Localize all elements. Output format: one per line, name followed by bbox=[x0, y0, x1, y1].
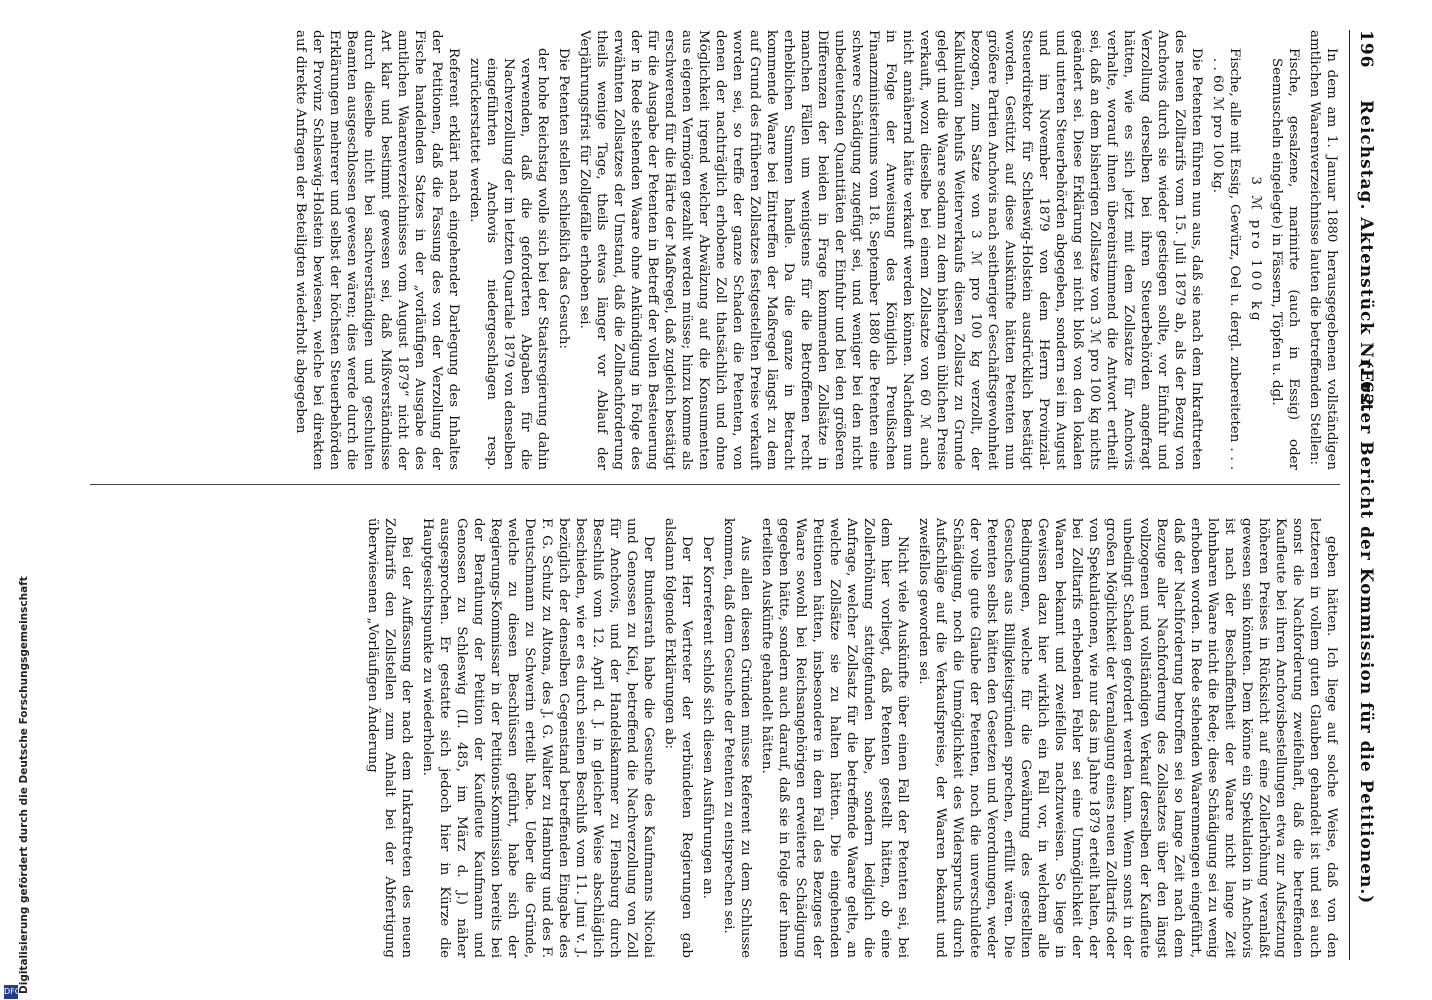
paragraph: Die Petenten führen nun aus, daß sie nach dem Inkrafttreten des neuen Zolltarifs vom 15. Juli 1879 ab, als der Bezug von Anchovis durch sie wieder gestiegen sollte, vor Einfuhr und Verzollung derselben bei ihren Steuerbehörden angefragt hätten, wie es sich jetzt mit dem Zollsatze für Anchovis verhalte, worauf ihnen übereinstimmend die Antwort ertheilt sei, daß an dem bisherigen Zollsatze von 3 ℳ pro 100 kg nichts geändert sei. Diese Erklärung sei nicht bloß von den lokalen und unteren Steuerbehörden abgegeben, sondern sei im August und im November 1879 von dem Herrn Provinzial-Steuerdirektor für Schleswig-Holstein ausdrücklich bestätigt worden. Gestützt auf diese Auskünfte hätten Petenten nun größere Partien Anchovis nach seitheriger Geschäftsgewohnheit bezogen, zum Satze von 3 ℳ pro 100 kg verzollt, der Kalkulation behufs Weiterverkaufs diesen Zollsatz zu Grunde gelegt und die Waare sodann zu dem bisherigen üblichen Preise verkauft, wozu dieselbe bei einem Zollsatze von 60 ℳ auch nicht annähernd hätte verkauft werden können. Nachdem nun in Folge der Anweisung des Königlich Preußischen Finanzministeriums vom 18. September 1880 die Petenten eine schwere Schädigung zugefügt sei, und weniger bei den nicht unbedeutenden Quantitäten der Einfuhr und bei den größeren Differenzen der beiden in Frage kommenden Zollsätze in manchen Fällen um wenigstens für die Betroffenen recht erheblichen Summen handle. Da die ganze in Betracht kommende Waare bei Eintreffen der Maßregel längst zu dem auf Grund des früheren Zollsatzes festgestellten Preise verkauft worden sei, so treffe der ganze Schaden die Petenten, von denen der nachträglich erhobene Zoll thatsächlich und ohne Möglichkeit irgend welcher Abwälzung auf die Konsumenten aus eigenen Vermögen gezahlt werden müsse; hinzu komme als erschwerend für die Härte der Maßregel, daß zugleich bestätigt für die Ausgabe der Petenten in Betreff der vollen Besteuerung der in Rede stehenden Waare ohne Ankündigung in Folge des erwähnten Zollsatzes der Umstand, daß die Zollnachforderung theils wenige Tage, theils etwas länger vor Ablauf der Verjährungsfrist für Zollgefälle erhoben sei. bbox=[577, 30, 1204, 470]
paragraph: Referent erklärt nach eingehender Darlegung des Inhaltes der Petitionen, daß die Fassung des von der Verzollung der Fische handelnden Satzes in der „vorläufigen Ausgabe des amtlichen Waarenverzeichnisses vom August 1879“ nicht der Art klar und bestimmt gewesen sei, daß Mißverständnisse durch dieselbe nicht bei sachverständigen und geschulten Beamten ausgeschlossen gewesen wären; dies werde durch die Erklärungen mehrerer und selbst der höchsten Steuerbehörden der Provinz Schleswig-Holstein bewiesen, welche bei direkten auf direkte Anfragen der Beteiligten wiederholt abgegeben bbox=[293, 30, 461, 470]
paragraph: Der Herr Vertreter der verbündeten Regierungen gab alsdann folgende Erklärungen ab: bbox=[662, 518, 694, 958]
paragraph: Nicht viele Auskünfte über einen Fall der Petenten sei, bei dem hier vorliegt, daß Petenten gestellt hätten, ob eine Zollerhöhung stattgefunden habe, sondern lediglich die Anfrage, welcher Zollsatz für die betreffende Waare gelte, an welche Zollsätze sie zu halten hätten. Die eingehenden Petitionen hätten, insbesondere in dem Fall des Bezuges der Waare sowohl bei Reichsangehörigen erweiterte Schädigung gegeben hätte, sondern auch darauf, daß sie in Folge der ihnen erteilten Auskünfte gehandelt hätten. bbox=[759, 518, 910, 958]
paragraph: Der Korreferent schloß sich diesen Ausführungen an. bbox=[700, 536, 715, 900]
running-head bbox=[1349, 30, 1378, 960]
journal-title: Reichstag. Aktenstück Nr. 62. bbox=[1356, 100, 1376, 414]
right-column bbox=[80, 518, 1340, 958]
tariff-entry: Fische, gesalzene, marinirte (auch in Essig) oder Seemuscheln eingelegte) in Fässern, Töpfen u. dgl. bbox=[1269, 48, 1301, 470]
paragraph: Aus allen diesen Gründen müsse Referent zu dem Schlusse kommen, daß dem Gesuche der Petenten zu entsprechen sei. bbox=[721, 518, 753, 958]
paragraph: geben hätten. Ich liege auf solche Weise, daß von den letzteren in vollem guten Glauben gehandelt ist und sei auch sonst die Nachforderung zweifelhaft, daß die betreffenden Kaufleute bei ihren Anchovisbestellungen etwa zur Aufsetzung höheren Preises in Rücksicht auf eine Zollerhöhung veranlaßt gewesen sein könnten. Dem könne ein Spekulation in Anchovis ist nach der Beschaffenheit der Waare nicht lange Zeit lohnbaren Waare nicht die Rede; diese Schädigung sei zu wenig erhoben worden. In Rede stehenden Waarenmengen eingeführt, daß der Nachforderung betroffen sei so lange Zeit nach dem Bezuge aller Nachforderung des Zollsatzes über den längst vollzogenen und vollständigen Verkauf derselben der Kaufleute unbedingt Schaden gefordert werden kann. Wenn sonst in der großen Möglichkeit der Veranlagung eines neuen Zolltarifs oder von Spekulationen, wie nur das im Jahre 1879 erteilt halten, der bei Zolltarifs erhebenden Fehler sei eine Unmöglichkeit der Waaren bekannt und zweifellos nachzuweisen. So liege in Gewissen dazu hier wirklich ein Fall vor, in welchem alle Bedingungen, welche für die Gewährung des gestellten Gesuches aus Billigkeitsgründen sprechen, erfüllt wären. Die Petenten selbst hätten den Gesetzen und Verordnungen, weder der volle gute Glaube der Petenten, noch die unverschuldete Schädigung, noch die Unmöglichkeit des Widerspruchs durch Aufschläge auf die Verkaufspreise, der Waaren bekannt und zweifellos geworden sei. bbox=[916, 518, 1339, 958]
digitization-credit: Digitalisierung gefördert durch die Deutsche Forschungsgemeinschaft bbox=[18, 576, 30, 994]
paragraph: Bei der Auffassung der nach dem Inkrafttreten des neuen Zolltarifs den Zollstellen zum Anhalt bei der Abfertigung überwiesenen „Vorläufigen Änderung bbox=[365, 518, 414, 958]
rotated-page-content bbox=[60, 0, 1380, 990]
page-number: 196 bbox=[1356, 30, 1376, 69]
dfg-logo: DFG bbox=[4, 985, 18, 999]
tariff-entry: Fische, alle mit Essig, Gewürz, Oel u. dergl. zubereiteten . . . . . 60 ℳ pro 100 kg. bbox=[1210, 48, 1242, 470]
column-divider bbox=[90, 484, 1340, 485]
paragraph: Die Petenten stellen schließlich das Gesuch: bbox=[556, 48, 571, 350]
tariff-rate: 3 ℳ pro 100 kg bbox=[1248, 176, 1263, 324]
left-column bbox=[80, 30, 1340, 470]
section-title: (Erster Bericht der Kommission für die Petitionen.) bbox=[1356, 360, 1376, 905]
paragraph: In dem am 1. Januar 1880 herausgegebenen vollständigen amtlichen Waarenverzeichnisse lauten die betreffenden Stellen: bbox=[1307, 30, 1339, 470]
paragraph: Der Bundesrath habe die Gesuche des Kaufmanns Nicolai und Genossen zu Kiel, betreffend die Nachverzollung von Zoll für Anchovis, und der Handelskammer zu Flensburg durch Beschluß vom 12. April d. J. in gleicher Weise abschläglich beschieden, wie er es durch seinen Beschluß vom 11. Juni v. J. bezüglich der denselben Gegenstand betreffenden Eingabe des F. G. Schulz zu Altona, des J. G. Walter zu Hamburg und des F. Deutschmann zu Schwerin erteilt habe. Ueber die Gründe, welche zu diesen Beschlüssen geführt, habe sich der Regierungs-Kommissar in der Petitions-Kommission bereits bei der Berathung der Petition der Kaufleute Kaufmann und Genossen zu Schleswig (II. 485, im März d. J.) näher ausgesprochen. Er gestatte sich jedoch hier in Kürze die Hauptgesichtspunkte zu wiederholen. bbox=[420, 518, 656, 958]
petition-request: der hohe Reichstag wolle sich bei der Staatsregierung dahin verwenden, daß die geforderten Abgaben für die Nachverzollung der im letzten Quartale 1879 von denselben eingeführten Anchovis niedergeschlagen resp. zurückerstattet werden. bbox=[467, 48, 550, 470]
